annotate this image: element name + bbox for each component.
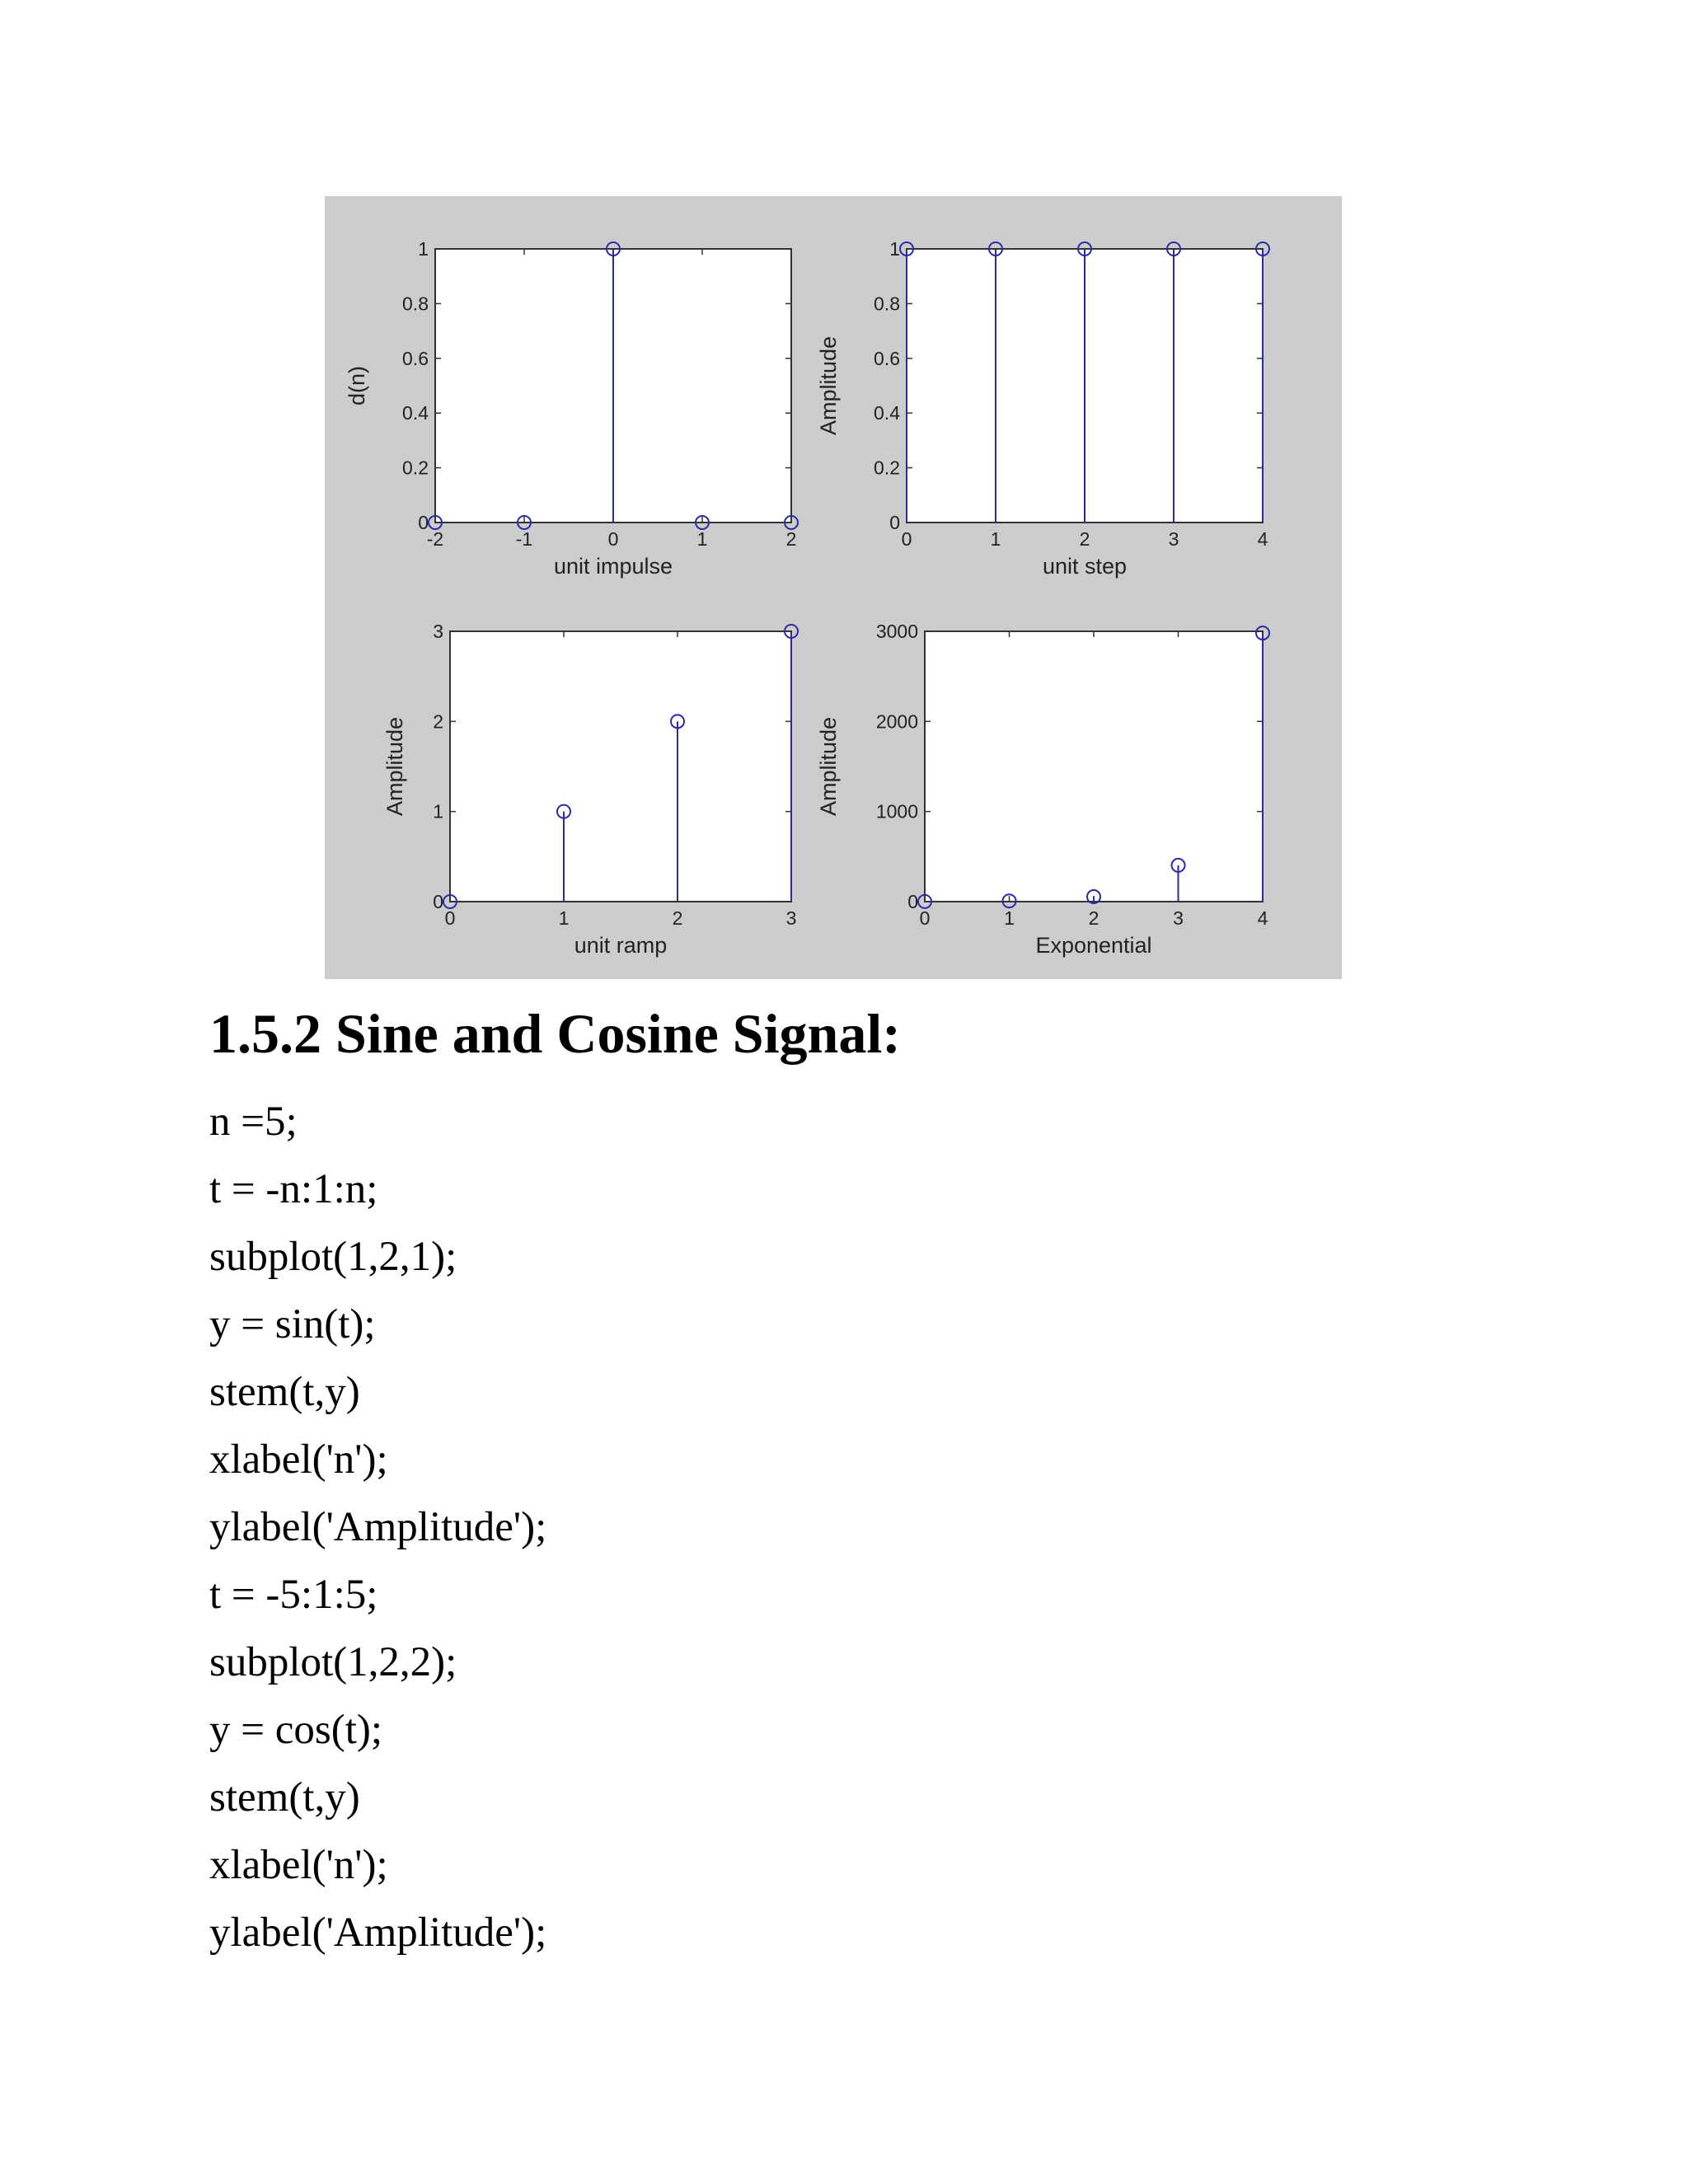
y-axis-label: Amplitude (816, 335, 841, 436)
y-tick-label: 0.4 (874, 402, 900, 424)
y-tick-label: 1 (889, 238, 900, 260)
y-tick-label: 2 (433, 710, 443, 733)
x-tick-label: 3 (1168, 528, 1179, 550)
x-tick-label: 0 (919, 907, 931, 929)
plot-area (450, 631, 791, 902)
code-line: stem(t,y) (209, 1774, 360, 1821)
x-tick-label: 0 (444, 907, 456, 929)
x-tick-label: 3 (785, 907, 797, 929)
code-block (209, 1088, 1446, 1966)
y-tick-label: 2000 (875, 710, 918, 733)
x-tick-label: 1 (990, 528, 1001, 550)
x-tick-label: 1 (696, 528, 708, 550)
y-tick-label: 1000 (875, 800, 918, 823)
y-tick-label: 0 (433, 891, 443, 912)
code-line: n =5; (209, 1099, 298, 1145)
x-tick-label: 4 (1257, 907, 1268, 929)
x-axis-label: unit impulse (553, 554, 673, 579)
y-tick-label: 0 (418, 512, 429, 533)
code-line: y = cos(t); (209, 1707, 383, 1753)
x-axis-label: unit step (1042, 554, 1128, 579)
section-heading: 1.5.2 Sine and Cosine Signal: (209, 1002, 901, 1065)
y-axis-label: Amplitude (382, 716, 407, 817)
y-tick-label: 1 (433, 800, 443, 823)
x-tick-label: 2 (1088, 907, 1100, 929)
y-tick-label: 0.2 (874, 457, 900, 479)
y-tick-label: 1 (418, 238, 429, 260)
x-tick-label: 4 (1257, 528, 1268, 550)
y-tick-label: 0.8 (402, 293, 429, 315)
figure-stem-plots (325, 196, 1342, 979)
y-tick-label: 3 (433, 621, 443, 642)
x-tick-label: 0 (607, 528, 619, 550)
x-tick-label: 3 (1173, 907, 1184, 929)
code-line: stem(t,y) (209, 1369, 360, 1415)
x-tick-label: -1 (515, 528, 533, 550)
plot-area (925, 631, 1263, 902)
y-axis-label: Amplitude (816, 716, 841, 817)
y-tick-label: 0 (907, 891, 918, 912)
y-tick-label: 3000 (875, 621, 918, 642)
code-line: y = sin(t); (209, 1301, 376, 1347)
x-tick-label: 1 (558, 907, 570, 929)
y-tick-label: 0 (889, 512, 900, 533)
code-line: xlabel('n'); (209, 1842, 388, 1888)
code-line: subplot(1,2,2); (209, 1639, 457, 1685)
x-tick-label: -2 (426, 528, 444, 550)
x-tick-label: 1 (1004, 907, 1015, 929)
code-line: subplot(1,2,1); (209, 1234, 457, 1280)
x-tick-label: 0 (901, 528, 912, 550)
y-tick-label: 0.8 (874, 293, 900, 315)
x-axis-label: Exponential (1035, 933, 1152, 958)
subplots-svg (325, 196, 1342, 979)
y-tick-label: 0.6 (402, 347, 429, 369)
code-line: t = -n:1:n; (209, 1166, 378, 1212)
code-line: ylabel('Amplitude'); (209, 1910, 547, 1956)
code-line: t = -5:1:5; (209, 1572, 378, 1618)
x-tick-label: 2 (785, 528, 797, 550)
y-axis-label: d(n) (345, 365, 369, 406)
x-axis-label: unit ramp (574, 933, 668, 958)
y-tick-label: 0.6 (874, 347, 900, 369)
y-tick-label: 0.4 (402, 402, 429, 424)
x-tick-label: 2 (1079, 528, 1090, 550)
y-tick-label: 0.2 (402, 457, 429, 479)
code-line: xlabel('n'); (209, 1436, 388, 1483)
code-line: ylabel('Amplitude'); (209, 1504, 547, 1550)
x-tick-label: 2 (672, 907, 683, 929)
